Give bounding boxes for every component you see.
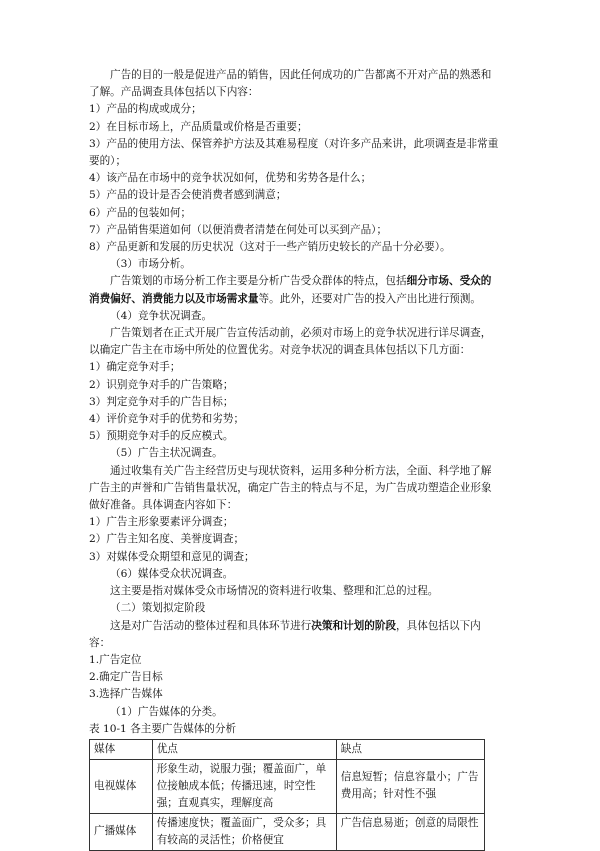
paragraph-advertiser: 通过收集有关广告主经营历史与现状资料，运用多种分析方法，全面、科学地了解广告主的声誉和广告销售量状况，确定广告主的特点与不足，为广告成功塑造企业形象做好准备。具体调查内容如下： — [89, 464, 492, 512]
table-header-cell: 媒体 — [90, 739, 153, 759]
table-header-cell: 优点 — [152, 739, 336, 759]
table-cell-cons: 信息短暂；信息容量小；广告费用高；针对性不强 — [336, 759, 484, 813]
bold-text-run: 细分市场、受众的消费偏好、消费能力以及市场需求量 — [89, 275, 492, 305]
table-caption: 表 10-1 各主要广告媒体的分析 — [89, 722, 237, 735]
list-item: 2）识别竞争对手的广告策略； — [89, 378, 234, 391]
table-header-row — [90, 739, 485, 759]
table-cell-media: 电视媒体 — [90, 759, 153, 813]
list-item: 4）该产品在市场中的竞争状况如何，优势和劣势各是什么； — [89, 172, 372, 185]
list-item: 3）判定竞争对手的广告目标； — [89, 395, 234, 408]
text-run: 等。此外，还要对广告的投入产出比进行预测。 — [258, 292, 481, 305]
table-row — [90, 759, 485, 813]
document-body — [89, 67, 501, 851]
paragraph-audience: 这主要是指对媒体受众市场情况的资料进行收集、整理和汇总的过程。 — [110, 585, 439, 598]
section-heading-audience: （6）媒体受众状况调查。 — [110, 567, 234, 580]
paragraph-competition: 广告策划者在正式开展广告宣传活动前，必须对市场上的竞争状况进行详尽调查，以确定广告主在市场中所处的位置优劣。对竞争状况的调查具体包括以下几方面： — [89, 327, 492, 357]
media-analysis-table — [89, 739, 485, 851]
list-item: 1）确定竞争对手； — [89, 361, 181, 374]
list-item: 2）在目标市场上，产品质量或价格是否重要； — [89, 120, 308, 133]
list-item: 3）产品的使用方法、保管养护方法及其难易程度（对许多产品来讲，此项调查是非常重要的）； — [89, 137, 499, 168]
table-cell-pros: 形象生动，说服力强；覆盖面广，单位接触成本低；传播迅速，时空性强；直观真实，理解度高 — [152, 759, 336, 813]
list-item: 4）评价竞争对手的优势和劣势； — [89, 413, 245, 426]
list-item: 3）对媒体受众期望和意见的调查； — [89, 550, 255, 563]
section-heading-market-analysis: （3）市场分析。 — [110, 258, 191, 271]
table-cell-media: 广播媒体 — [90, 813, 153, 850]
section-heading-planning: （二）策划拟定阶段 — [110, 602, 206, 615]
list-item: 1.广告定位 — [89, 653, 142, 666]
list-item: 6）产品的包装如何； — [89, 206, 192, 219]
section-heading-competition: （4）竞争状况调查。 — [110, 309, 213, 322]
list-item: 1）广告主形象要素评分调查； — [89, 516, 234, 529]
text-run: 广告策划的市场分析工作主要是分析广告受众群体的特点，包括 — [110, 275, 407, 288]
text-run: 这是对广告活动的整体过程和具体环节进行 — [110, 619, 312, 632]
list-item: 5）预期竞争对手的反应模式。 — [89, 430, 234, 443]
table-cell-pros: 传播速度快；覆盖面广，受众多；具有较高的灵活性；价格便宜 — [152, 813, 336, 850]
list-item: 5）产品的设计是否会使消费者感到满意； — [89, 189, 287, 202]
paragraph-planning — [89, 618, 501, 652]
list-item: 8）产品更新和发展的历史状况（这对于一些产销历史较长的产品十分必要）。 — [89, 241, 451, 254]
text-run: ，具体包括以下内容： — [89, 619, 481, 649]
section-heading-media-classification: （1）广告媒体的分类。 — [110, 705, 223, 718]
list-item: 3.选择广告媒体 — [89, 688, 163, 701]
paragraph-market-analysis — [89, 273, 501, 307]
list-item: 1）产品的构成或成分； — [89, 103, 202, 116]
list-item: 7）产品销售渠道如何（以便消费者清楚在何处可以买到产品）； — [89, 223, 388, 236]
table-cell-cons: 广告信息易逝；创意的局限性 — [336, 813, 484, 850]
table-header-cell: 缺点 — [336, 739, 484, 759]
section-heading-advertiser: （5）广告主状况调查。 — [110, 447, 223, 460]
list-item: 2）广告主知名度、美誉度调查； — [89, 533, 245, 546]
paragraph-product-survey-intro: 广告的目的一般是促进产品的销售，因此任何成功的广告都离不开对产品的熟悉和了解。产品调查具体包括以下内容： — [89, 69, 492, 99]
table-row — [90, 813, 485, 850]
bold-text-run: 决策和计划的阶段 — [311, 619, 397, 632]
list-item: 2.确定广告目标 — [89, 671, 163, 684]
